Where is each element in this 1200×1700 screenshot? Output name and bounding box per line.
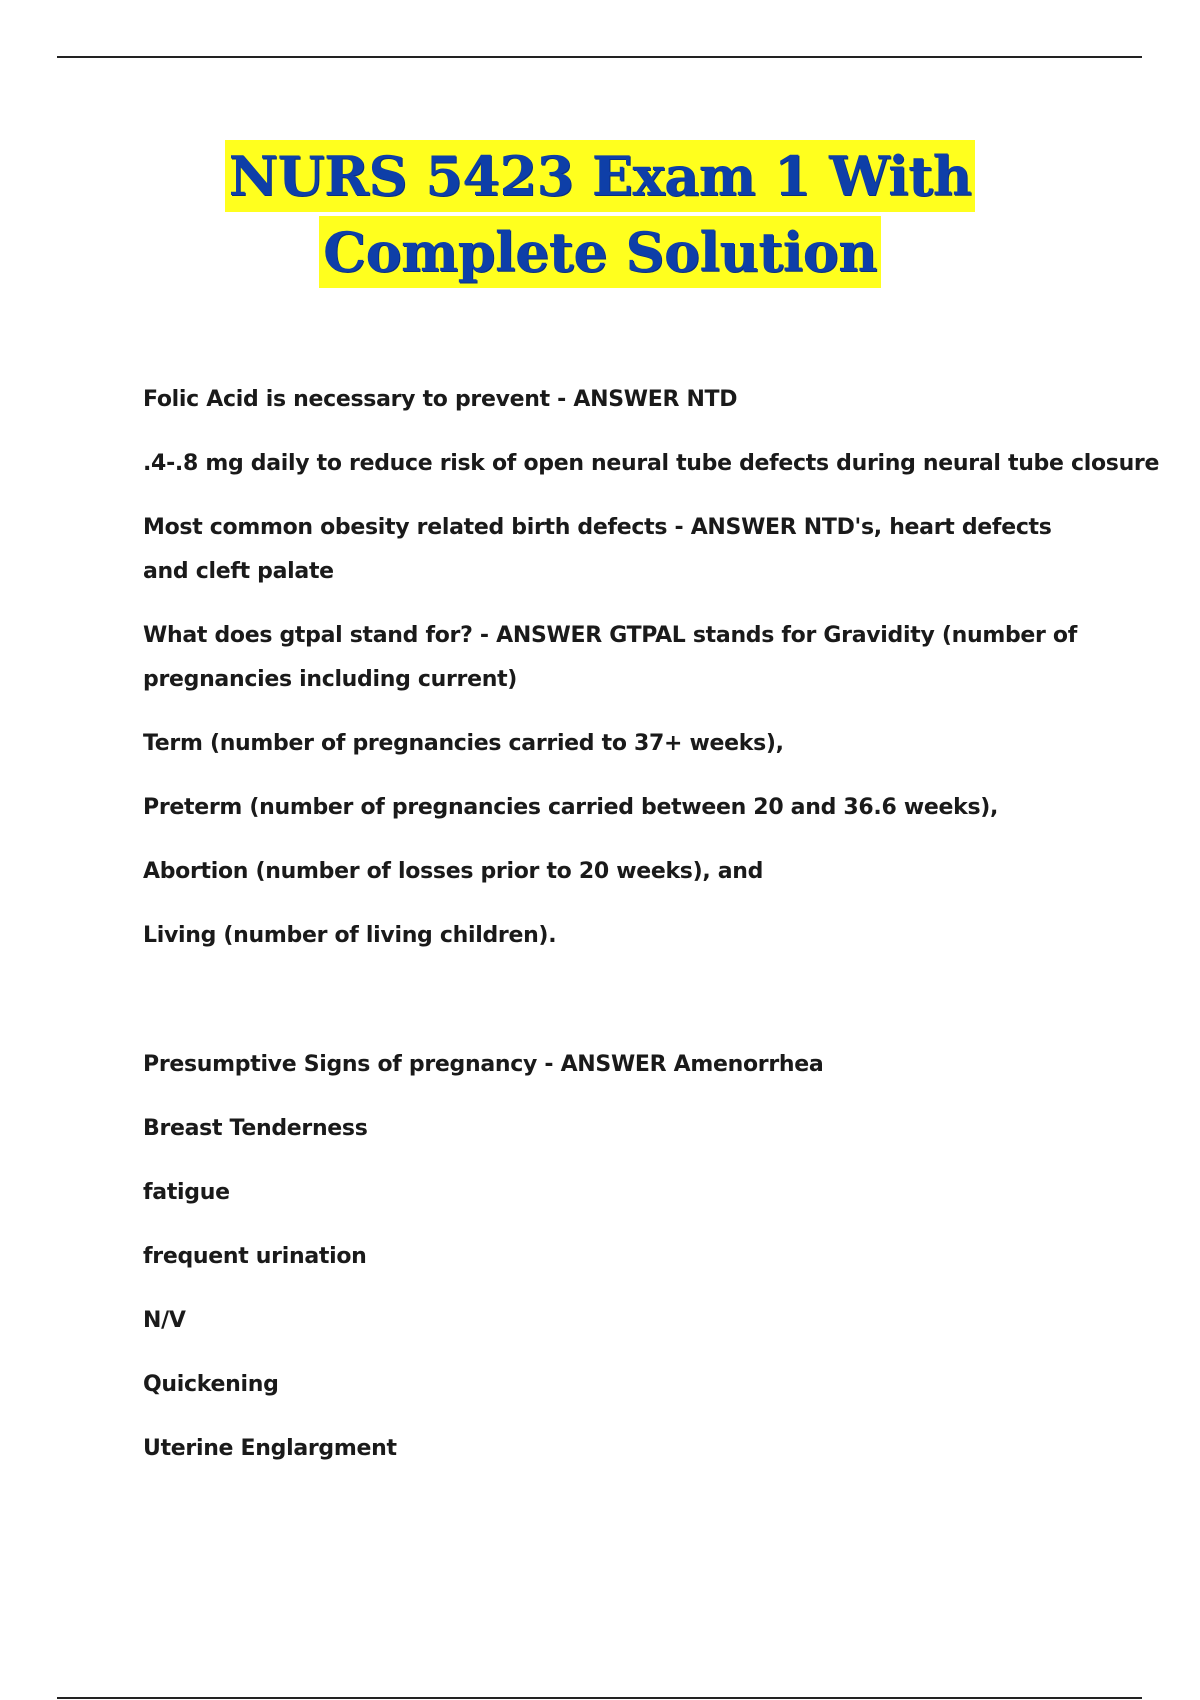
paragraph-preterm: Preterm (number of pregnancies carried between 20 and 36.6 weeks), xyxy=(143,795,999,820)
paragraph-frequent-urination: frequent urination xyxy=(143,1244,367,1269)
paragraph-quickening: Quickening xyxy=(143,1372,279,1397)
paragraph-uterine-enlargement: Uterine Englargment xyxy=(143,1436,397,1461)
paragraph-fatigue: fatigue xyxy=(143,1180,230,1205)
paragraph-term: Term (number of pregnancies carried to 37+ weeks), xyxy=(143,731,784,756)
paragraph-gtpal: What does gtpal stand for? - ANSWER GTPAL stands for Gravidity (number of pregnancies including current) xyxy=(143,623,1078,692)
footer-rule xyxy=(57,1697,1142,1699)
document-body xyxy=(143,378,1160,1471)
header-rule xyxy=(57,56,1142,58)
paragraph-folic-acid: Folic Acid is necessary to prevent - ANSWER NTD xyxy=(143,387,738,412)
paragraph-living: Living (number of living children). xyxy=(143,923,557,948)
paragraph-breast-tenderness: Breast Tenderness xyxy=(143,1116,368,1141)
paragraph-presumptive-signs: Presumptive Signs of pregnancy - ANSWER Amenorrhea xyxy=(143,1052,824,1077)
title-line-2: Complete Solution xyxy=(319,216,881,288)
document-title xyxy=(0,140,1200,288)
title-line-1: NURS 5423 Exam 1 With xyxy=(225,140,976,212)
paragraph-abortion: Abortion (number of losses prior to 20 weeks), and xyxy=(143,859,764,884)
paragraph-obesity-defects: Most common obesity related birth defects - ANSWER NTD's, heart defects and cleft palate xyxy=(143,515,1052,584)
paragraph-nv: N/V xyxy=(143,1308,186,1333)
paragraph-folic-dose: .4-.8 mg daily to reduce risk of open neural tube defects during neural tube closure xyxy=(143,451,1160,476)
